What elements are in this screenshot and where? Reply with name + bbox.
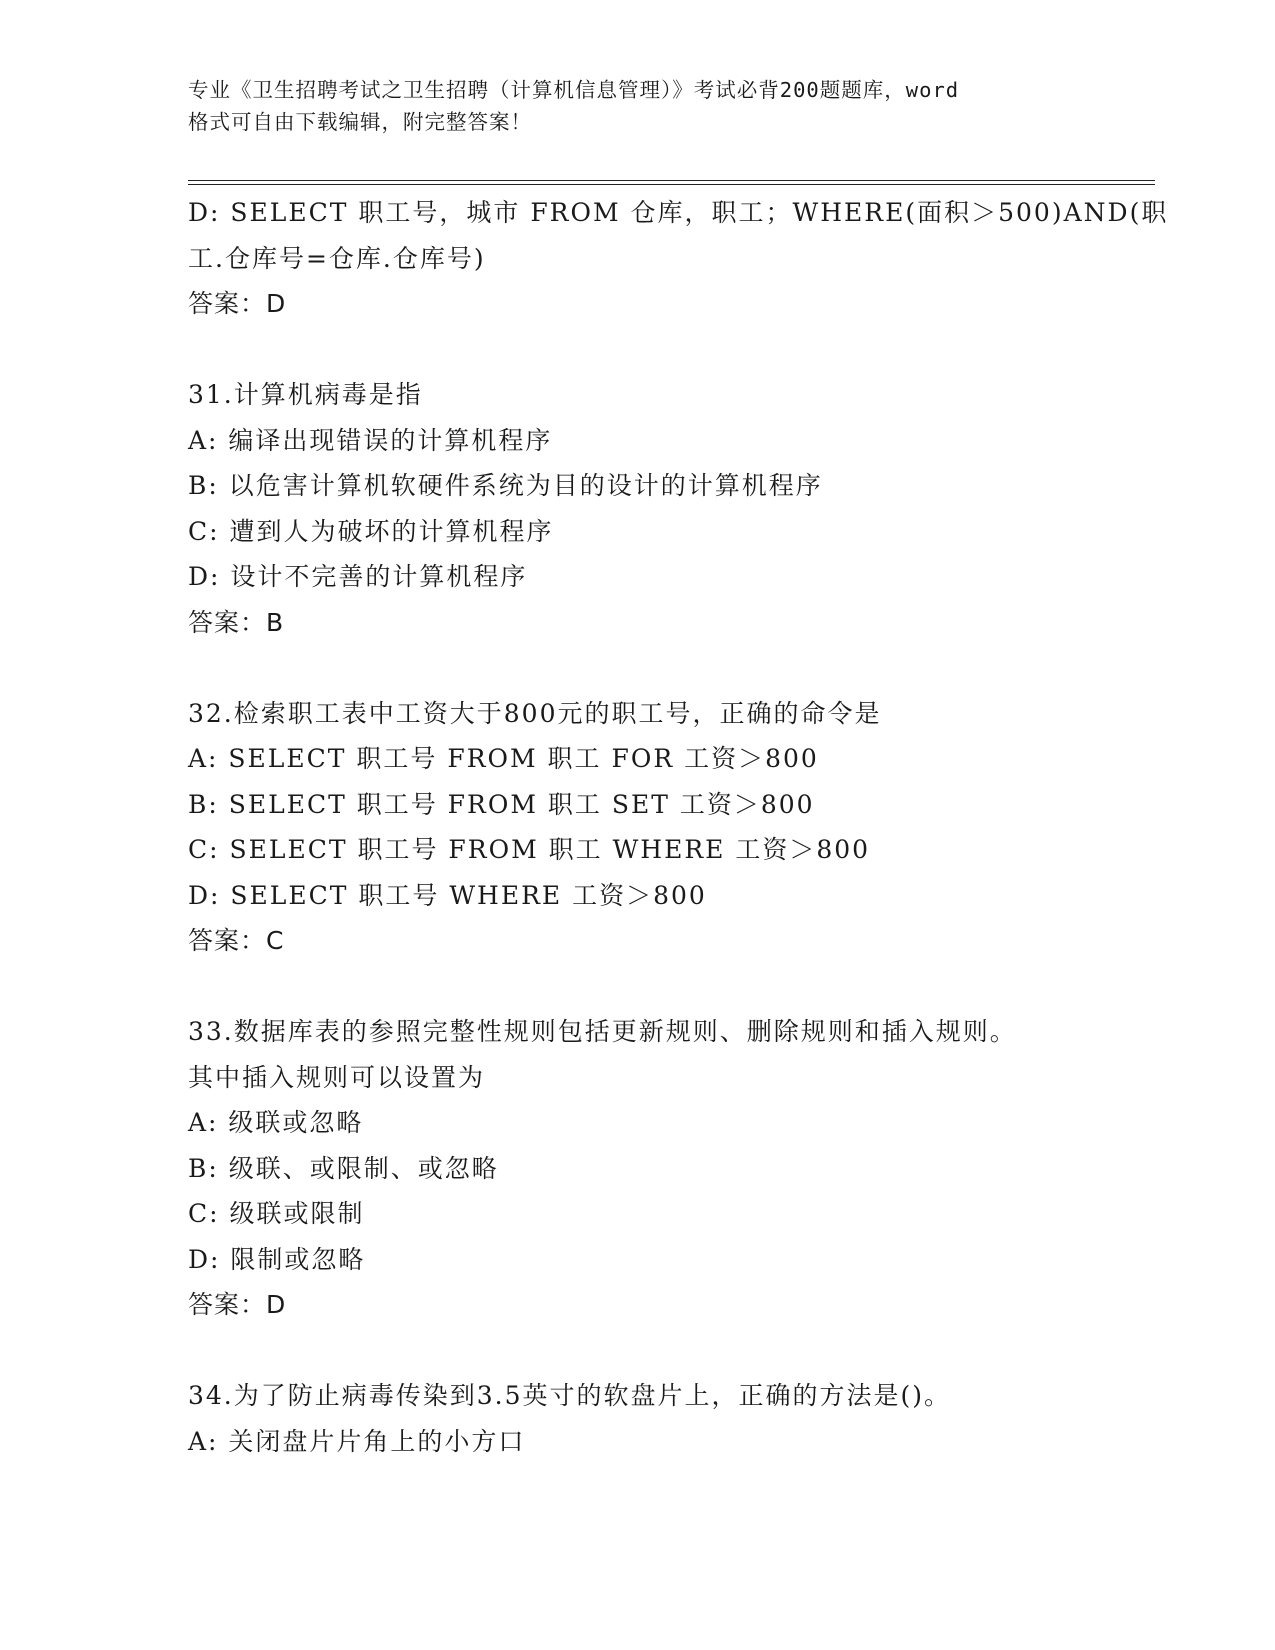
question-spacer bbox=[188, 645, 1168, 691]
option-b: B: 级联、或限制、或忽略 bbox=[188, 1153, 499, 1183]
option-b: B: 以危害计算机软硬件系统为目的设计的计算机程序 bbox=[188, 471, 823, 500]
answer: 答案：C bbox=[188, 926, 285, 955]
header-divider-bottom bbox=[188, 184, 1155, 185]
question-spacer bbox=[188, 327, 1168, 373]
option-c: C: 级联或限制 bbox=[188, 1199, 365, 1228]
question-spacer bbox=[188, 964, 1168, 1010]
option-a: A: 编译出现错误的计算机程序 bbox=[188, 425, 553, 455]
answer: 答案：D bbox=[188, 289, 287, 318]
option-b: B: SELECT 职工号 FROM 职工 SET 工资＞800 bbox=[188, 789, 815, 819]
option-c: C: SELECT 职工号 FROM 职工 WHERE 工资＞800 bbox=[188, 835, 871, 864]
question-stem: 32.检索职工表中工资大于800元的职工号，正确的命令是 bbox=[188, 698, 882, 728]
question-stem: 33.数据库表的参照完整性规则包括更新规则、删除规则和插入规则。 bbox=[188, 1017, 1017, 1046]
option-d: D: 限制或忽略 bbox=[188, 1244, 366, 1274]
previous-question-tail bbox=[188, 190, 1168, 327]
option-d-continuation: 工.仓库号=仓库.仓库号) bbox=[188, 243, 486, 273]
option-c: C: 遭到人为破坏的计算机程序 bbox=[188, 516, 554, 546]
answer: 答案：B bbox=[188, 607, 285, 637]
question-32 bbox=[188, 691, 1168, 964]
question-stem: 34.为了防止病毒传染到3.5英寸的软盘片上，正确的方法是()。 bbox=[188, 1381, 952, 1410]
question-33 bbox=[188, 1009, 1168, 1328]
question-31 bbox=[188, 372, 1168, 645]
answer: 答案：D bbox=[188, 1290, 287, 1319]
question-stem-continuation: 其中插入规则可以设置为 bbox=[188, 1062, 486, 1092]
option-d: D: SELECT 职工号，城市 FROM 仓库，职工；WHERE(面积＞500)AND(职 bbox=[188, 198, 1169, 227]
option-a: A: SELECT 职工号 FROM 职工 FOR 工资＞800 bbox=[188, 744, 819, 773]
header-line-1: 专业《卫生招聘考试之卫生招聘（计算机信息管理）》考试必背200题题库，word bbox=[188, 78, 960, 102]
option-d: D: SELECT 职工号 WHERE 工资＞800 bbox=[188, 880, 707, 910]
question-34 bbox=[188, 1373, 1168, 1464]
header-line-2: 格式可自由下载编辑，附完整答案！ bbox=[188, 110, 532, 134]
question-spacer bbox=[188, 1328, 1168, 1374]
question-stem: 31.计算机病毒是指 bbox=[188, 380, 423, 409]
option-a: A: 级联或忽略 bbox=[188, 1108, 364, 1137]
question-content bbox=[188, 190, 1168, 1464]
header-divider-top bbox=[188, 180, 1155, 181]
option-a: A: 关闭盘片片角上的小方口 bbox=[188, 1426, 526, 1456]
document-header bbox=[188, 74, 1088, 138]
option-d: D: 设计不完善的计算机程序 bbox=[188, 562, 528, 591]
